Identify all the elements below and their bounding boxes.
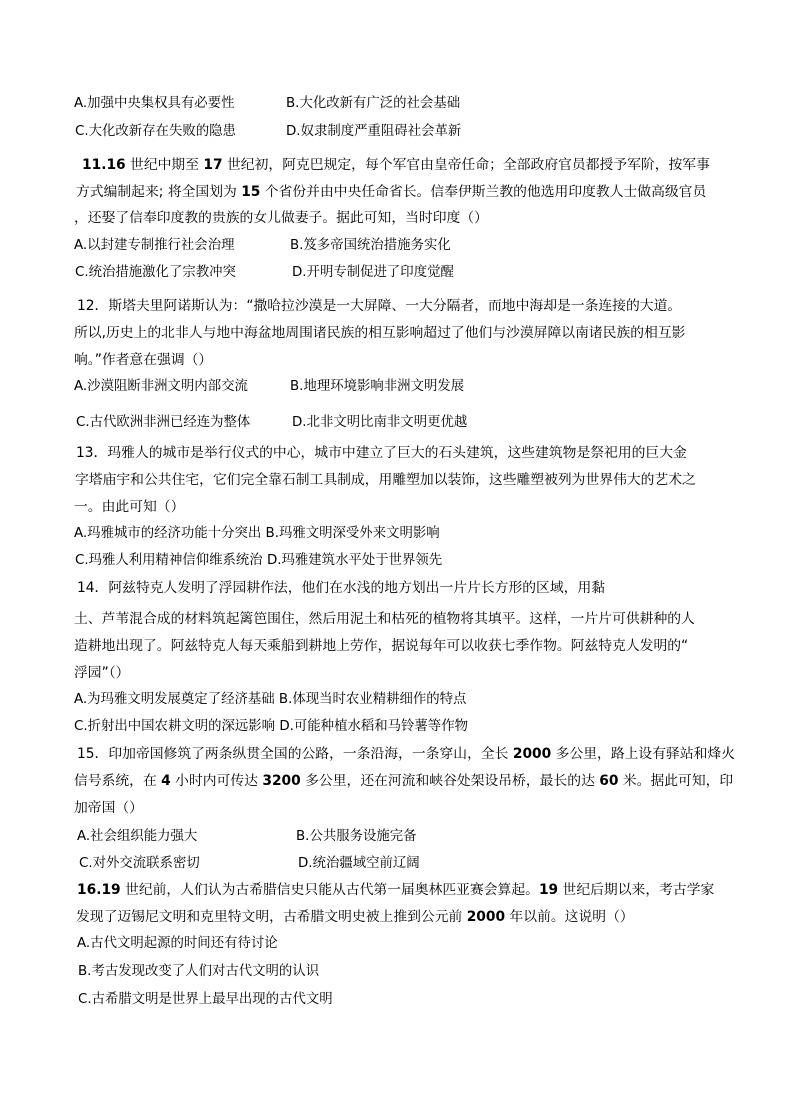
q16-option-a: A.古代文明起源的时间还有待讨论 <box>77 936 278 951</box>
q15-option-c: C.对外交流联系密切 <box>79 856 200 871</box>
q11-stem-line-3: ，还娶了信奉印度教的贵族的女儿做妻子。据此可知，当时印度（） <box>74 210 488 226</box>
q12-option-d: D.北非文明比南非文明更优越 <box>292 415 468 430</box>
q11-stem-line-1: 11.16 世纪中期至 17 世纪初，阿克巴规定，每个军官由皇帝任命；全部政府官员都授予军阶，按军事 <box>82 157 710 173</box>
q14-options-cd: C.折射出中国农耕文明的深远影响 D.可能种植水稻和马铃薯等作物 <box>74 719 468 734</box>
q16-stem-line-1: 16.19 世纪前，人们认为古希腊信史只能从古代第一届奥林匹亚赛会算起。19 世纪后期以来，考古学家 <box>77 882 715 898</box>
q15-stem-line-1: 15．印加帝国修筑了两条纵贯全国的公路，一条沿海，一条穿山，全长 2000 多公里，路上设有驿站和烽火 <box>77 746 736 762</box>
q11-option-b: B.笈多帝国统治措施务实化 <box>290 238 451 253</box>
q10-option-b: B.大化改新有广泛的社会基础 <box>286 96 461 111</box>
q10-option-a: A.加强中央集权具有必要性 <box>74 96 235 111</box>
q13-options-cd: C.玛雅人利用精神信仰维系统治 D.玛雅建筑水平处于世界领先 <box>75 553 443 568</box>
q12-stem-line-3: 响。”作者意在强调（） <box>74 352 213 368</box>
q15-option-b: B.公共服务设施完备 <box>296 829 417 844</box>
q13-stem-line-3: 一。由此可知（） <box>74 499 185 515</box>
q15-option-d: D.统治疆域空前辽阔 <box>298 856 420 871</box>
q10-option-c: C.大化改新存在失败的隐患 <box>75 124 236 139</box>
q12-option-a: A.沙漠阻断非洲文明内部交流 <box>74 379 248 394</box>
q11-option-a: A.以封建专制推行社会治理 <box>74 238 235 253</box>
q12-stem-line-2: 所以,历史上的北非人与地中海盆地周围诸民族的相互影响超过了他们与沙漠屏障以南诸民族的相互影 <box>74 325 686 341</box>
q14-stem-line-4: 浮园”（） <box>74 665 130 681</box>
q14-stem-line-3: 造耕地出现了。阿兹特克人每天乘船到耕地上劳作，据说每年可以收获七季作物。阿兹特克人发明的“ <box>74 638 689 654</box>
q15-stem-line-3: 加帝国（） <box>74 800 143 816</box>
q11-option-c: C.统治措施激化了宗教冲突 <box>75 265 236 280</box>
q11-stem-line-2: 方式编制起来; 将全国划为 15 个省份并由中央任命省长。信奉伊斯兰教的他选用印度教人士做高级官员 <box>76 184 707 200</box>
q12-option-b: B.地理环境影响非洲文明发展 <box>290 379 465 394</box>
q15-option-a: A.社会组织能力强大 <box>77 829 198 844</box>
q16-stem-line-2: 发现了迈锡尼文明和克里特文明，古希腊文明史被上推到公元前 2000 年以前。这说明（） <box>76 909 634 925</box>
q13-options-ab: A.玛雅城市的经济功能十分突出 B.玛雅文明深受外来文明影响 <box>74 526 440 541</box>
q16-option-b: B.考古发现改变了人们对古代文明的认识 <box>78 964 320 979</box>
q16-option-c: C.古希腊文明是世界上最早出现的古代文明 <box>78 992 333 1007</box>
q13-stem-line-2: 字塔庙宇和公共住宅，它们完全靠石制工具制成，用雕塑加以装饰，这些雕塑被列为世界伟大的艺术之 <box>75 472 696 488</box>
q10-option-d: D.奴隶制度严重阻碍社会革新 <box>286 124 462 139</box>
q14-options-ab: A.为玛雅文明发展奠定了经济基础 B.体现当时农业精耕细作的特点 <box>74 692 467 707</box>
q12-option-c: C.古代欧洲非洲已经连为整体 <box>76 415 251 430</box>
q11-option-d: D.开明专制促进了印度觉醒 <box>292 265 454 280</box>
q14-stem-line-1: 14．阿兹特克人发明了浮园耕作法，他们在水浅的地方划出一片片长方形的区域，用黏 <box>77 580 606 596</box>
q15-stem-line-2: 信号系统，在 4 小时内可传达 3200 多公里，还在河流和峡谷处架设吊桥，最长的达 60 米。据此可知，印 <box>74 773 734 789</box>
q12-stem-line-1: 12．斯塔夫里阿诺斯认为：“撒哈拉沙漠是一大屏障、一大分隔者，而地中海却是一条连接的大道。 <box>77 298 682 314</box>
q14-stem-line-2: 土、芦苇混合成的材料筑起篱笆围住，然后用泥土和枯死的植物将其填平。这样，一片片可供耕种的人 <box>74 611 695 627</box>
q13-stem-line-1: 13．玛雅人的城市是举行仪式的中心，城市中建立了巨大的石头建筑，这些建筑物是祭祀用的巨大金 <box>76 445 687 461</box>
